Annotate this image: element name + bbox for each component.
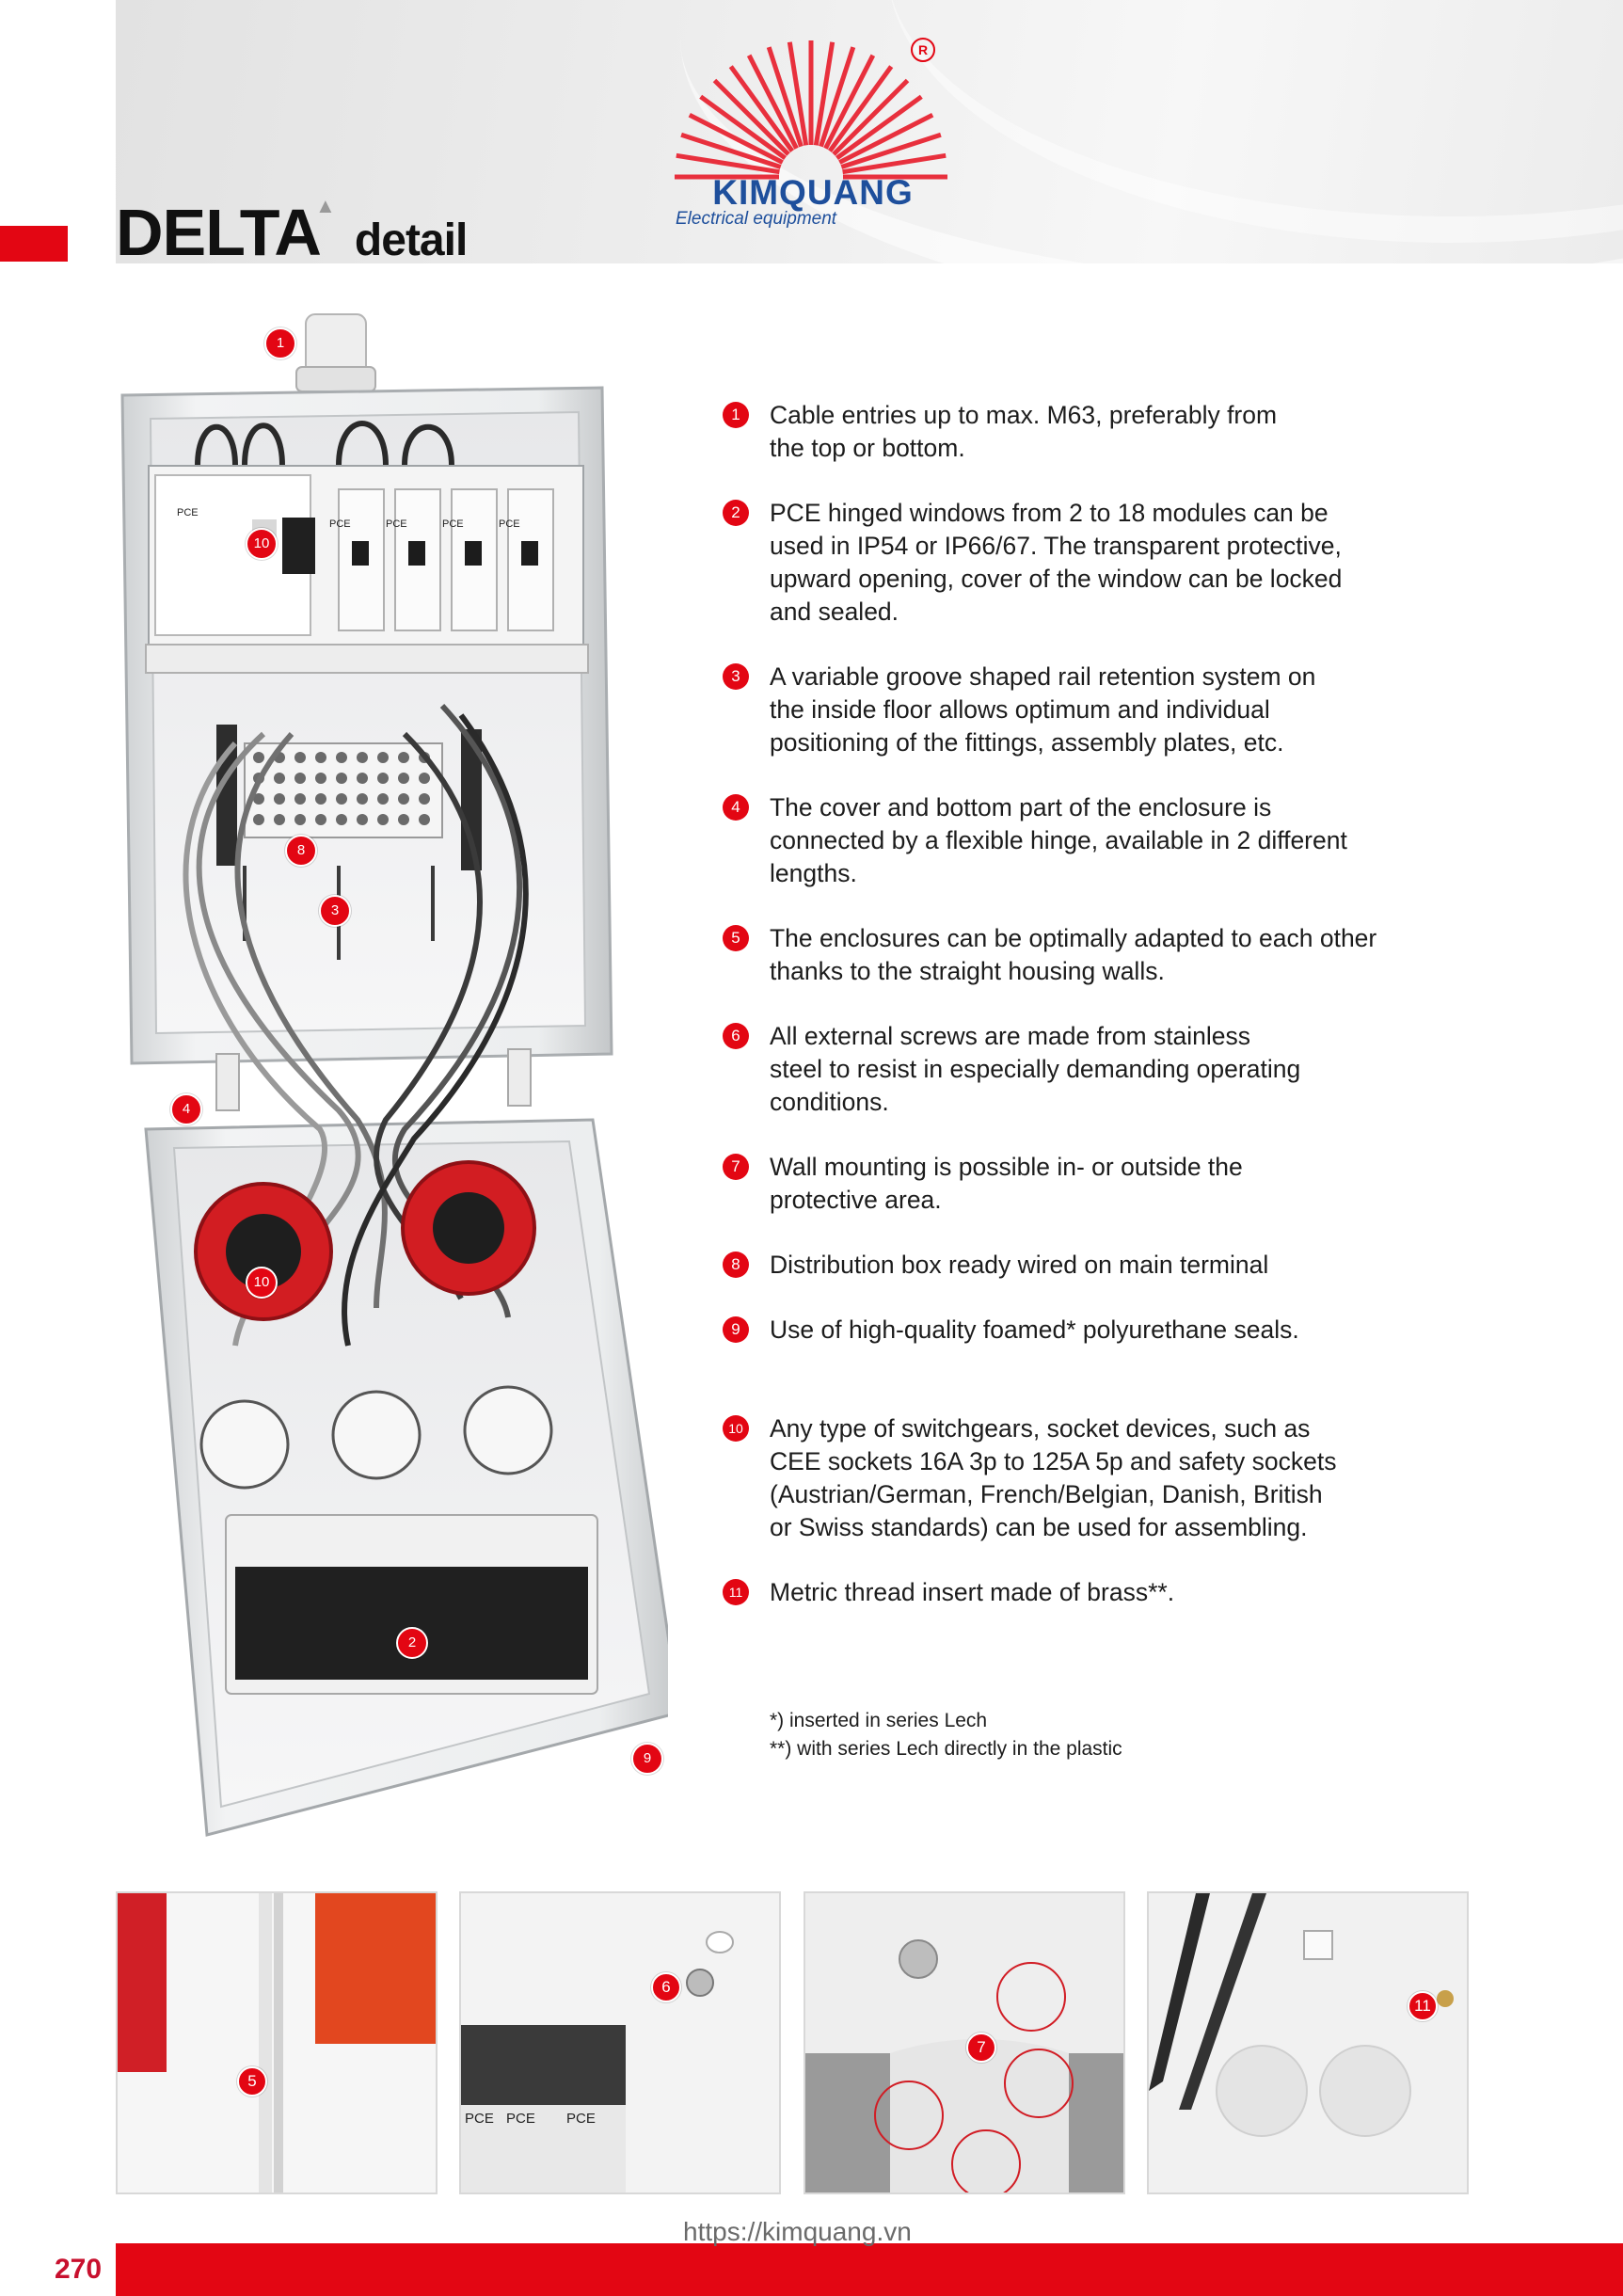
footer-bar: [116, 2243, 1623, 2296]
thumbnail-marker: 6: [651, 1972, 681, 2002]
feature-item: [723, 1151, 1456, 1217]
terminal-screw: [398, 793, 409, 805]
thumbnail-image: [805, 1893, 1123, 2192]
terminal-screw: [419, 793, 430, 805]
terminal-screw: [419, 814, 430, 825]
thumbnail-device-label: PCE: [506, 2111, 535, 2127]
title-main: DELTA: [116, 196, 321, 269]
terminal-screw: [274, 773, 285, 784]
thumbnail-wall-mounting: [804, 1891, 1125, 2194]
feature-number: 3: [723, 663, 749, 690]
feature-text: Use of high-quality foamed* polyurethane seals.: [770, 1315, 1299, 1344]
brand-logo: [670, 36, 952, 233]
terminal-screw: [357, 793, 368, 805]
terminal-screw: [274, 793, 285, 805]
feature-text: The enclosures can be optimally adapted to each other thanks to the straight housing walls.: [770, 924, 1377, 985]
feature-item: [723, 399, 1456, 465]
feature-item: [723, 1020, 1456, 1119]
feature-text: Cable entries up to max. M63, preferably from the top or bottom.: [770, 401, 1278, 462]
breaker-toggle: [408, 541, 425, 566]
terminal-screw: [315, 752, 326, 763]
breaker-toggle: [521, 541, 538, 566]
device-label: PCE: [177, 507, 199, 518]
page-title: [116, 194, 468, 269]
feature-text: Wall mounting is possible in- or outside the protective area.: [770, 1153, 1243, 1214]
thumbnail-straight-walls: [116, 1891, 438, 2194]
device-label: PCE: [386, 518, 407, 530]
registered-mark: R: [911, 38, 935, 62]
terminal-screw: [294, 752, 306, 763]
feature-item: [723, 661, 1456, 759]
terminal-screw: [357, 752, 368, 763]
feature-number: 11: [723, 1579, 749, 1605]
terminal-screw: [336, 752, 347, 763]
thumbnail-stainless-screws: [459, 1891, 781, 2194]
thumbnail-device-label: PCE: [566, 2111, 596, 2127]
terminal-screw: [336, 773, 347, 784]
terminal-screw: [377, 793, 389, 805]
feature-number: 1: [723, 402, 749, 428]
terminal-screw: [377, 773, 389, 784]
feature-number: 8: [723, 1252, 749, 1278]
sunburst-logo-icon: [670, 36, 952, 186]
thumbnail-marker: 7: [966, 2033, 996, 2063]
page-number: 270: [55, 2254, 103, 2285]
feature-number: 4: [723, 794, 749, 821]
device-label: PCE: [499, 518, 520, 530]
breaker-toggle: [352, 541, 369, 566]
terminal-screw: [274, 814, 285, 825]
section-tab: [0, 226, 68, 262]
brand-tagline: Electrical equipment: [676, 209, 837, 229]
terminal-screw: [357, 773, 368, 784]
feature-item: [723, 1314, 1456, 1347]
terminal-screw: [294, 793, 306, 805]
feature-item: [723, 1576, 1456, 1609]
brand-name: KIMQUANG: [712, 173, 914, 212]
terminal-screw: [315, 773, 326, 784]
device-label: PCE: [442, 518, 464, 530]
feature-number: 9: [723, 1316, 749, 1343]
breaker-toggle: [465, 541, 482, 566]
terminal-screw: [357, 814, 368, 825]
thumbnail-marker: 11: [1408, 1991, 1438, 2021]
feature-text: Metric thread insert made of brass**.: [770, 1578, 1175, 1606]
product-marker-9: 9: [631, 1743, 663, 1775]
feature-number: 10: [723, 1415, 749, 1442]
terminal-screw: [336, 793, 347, 805]
product-image: [103, 301, 668, 1854]
device-label: PCE: [329, 518, 351, 530]
feature-number: 7: [723, 1154, 749, 1180]
terminal-screw: [398, 814, 409, 825]
title-triangle-mark: ▲: [315, 194, 335, 217]
footnotes: *) inserted in series Lech **) with series Lech directly in the plastic: [770, 1710, 1122, 1760]
terminal-screw: [315, 793, 326, 805]
feature-item: [723, 922, 1456, 988]
thumbnail-image: [1149, 1893, 1467, 2192]
feature-text: PCE hinged windows from 2 to 18 modules can be used in IP54 or IP66/67. The transparent protective, upward opening, cover of the window can be locked and sealed.: [770, 499, 1343, 626]
terminal-screw: [377, 752, 389, 763]
feature-text: Distribution box ready wired on main terminal: [770, 1251, 1269, 1279]
product-marker-2: 2: [396, 1627, 428, 1659]
terminal-screw: [398, 773, 409, 784]
product-marker-3: 3: [319, 895, 351, 927]
feature-text: The cover and bottom part of the enclosure is connected by a flexible hinge, available in 2 different lengths.: [770, 793, 1347, 887]
footer-url[interactable]: https://kimquang.vn: [683, 2217, 912, 2246]
feature-text: All external screws are made from stainless steel to resist in especially demanding operating conditions.: [770, 1022, 1301, 1116]
terminal-screw: [398, 752, 409, 763]
feature-text: Any type of switchgears, socket devices, such as CEE sockets 16A 3p to 125A 5p and safety sockets (Austrian/German, French/Belgian, Danish, British or Swiss standards) can be used for assembling.: [770, 1414, 1337, 1541]
feature-item: [723, 791, 1456, 890]
product-marker-8: 8: [285, 835, 317, 867]
feature-number: 5: [723, 925, 749, 951]
feature-number: 6: [723, 1023, 749, 1049]
thumbnail-brass-insert: [1147, 1891, 1469, 2194]
product-marker-10: 10: [246, 528, 278, 560]
terminal-screw: [315, 814, 326, 825]
enclosure-illustration: [103, 301, 668, 1854]
product-marker-4: 4: [170, 1093, 202, 1125]
thumbnail-image: [118, 1893, 436, 2192]
terminal-screw: [253, 752, 264, 763]
thumbnail-marker: 5: [237, 2066, 267, 2097]
feature-item: [723, 497, 1456, 629]
thumbnail-device-label: PCE: [465, 2111, 494, 2127]
terminal-screw: [253, 814, 264, 825]
thumbnail-image: [461, 1893, 779, 2192]
feature-text: A variable groove shaped rail retention system on the inside floor allows optimum and individual positioning of the fittings, assembly plates, etc.: [770, 662, 1316, 757]
feature-number: 2: [723, 500, 749, 526]
terminal-screw: [336, 814, 347, 825]
terminal-screw: [377, 814, 389, 825]
terminal-screw: [294, 814, 306, 825]
terminal-screw: [419, 773, 430, 784]
terminal-screw: [294, 773, 306, 784]
product-marker-10b: 10: [246, 1267, 278, 1299]
title-subtitle: detail: [354, 215, 468, 265]
feature-item: [723, 1249, 1456, 1282]
product-marker-1: 1: [264, 327, 296, 359]
feature-item: [723, 1412, 1456, 1544]
